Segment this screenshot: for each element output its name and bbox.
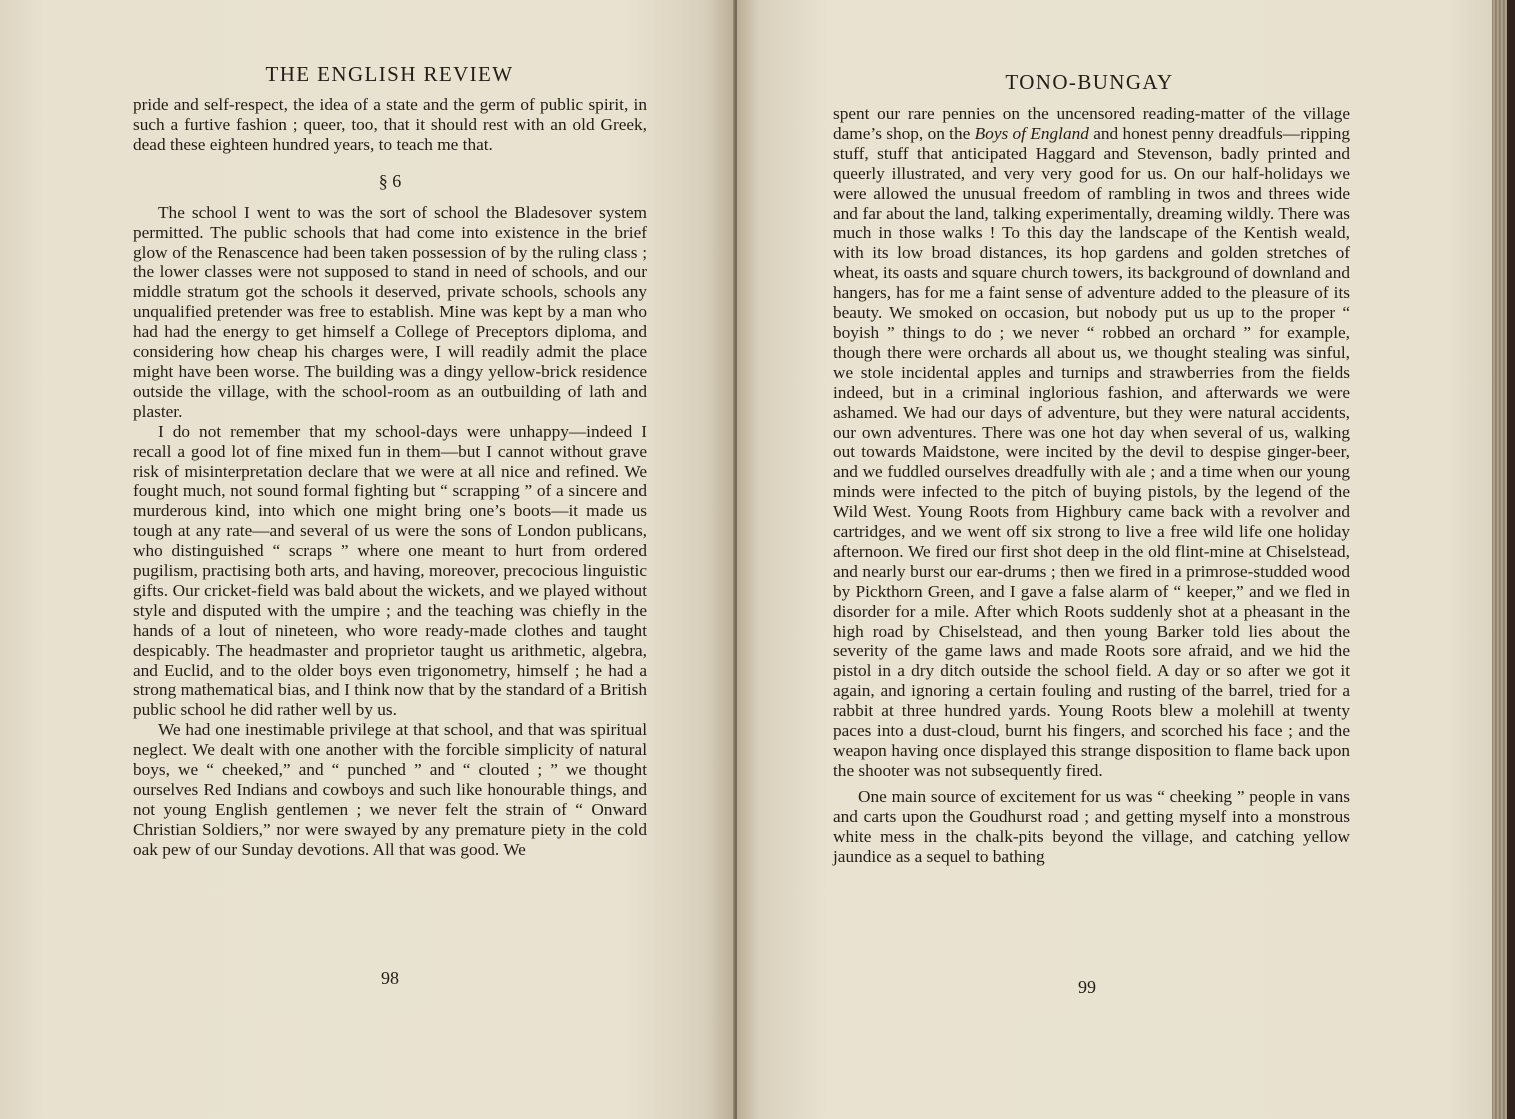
right-text-block xyxy=(833,104,1350,866)
page-edges xyxy=(1492,0,1515,1119)
left-page xyxy=(0,0,735,1119)
left-paragraph-continued: pride and self-respect, the idea of a state and the germ of public spirit, in such a furtive fashion ; queer, too, that it should rest with an old Greek, dead these eighteen hundred years, to teach me that. xyxy=(133,95,647,154)
section-mark: § 6 xyxy=(378,170,402,191)
right-paragraph-text: spent our rare pennies on the uncensored reading-matter of the village dame’s shop, on the xyxy=(833,104,1350,143)
right-paragraph: One main source of excitement for us was “ cheeking ” people in vans and carts upon the Goudhurst road ; and getting myself into a monstrous white mess in the chalk-pits beyond the village, and catching yellow jaundice as a sequel to bathing xyxy=(833,786,1350,866)
left-paragraph: I do not remember that my school-days were unhappy—indeed I recall a good lot of fine mixed fun in them—but I cannot without grave risk of misinterpretation declare that we were at all nice and refined. We fought much, not sound formal fighting but “ scrapping ” of a sincere and murderous kind, into which one might bring one’s boots—it made us tough at any rate—and several of us were the sons of London publicans, who distinguished “ scraps ” where one meant to hurt from ordered pugilism, practising both arts, and having, moreover, precocious linguistic gifts. Our cricket-field was bald about the wickets, and we played without style and disputed with the umpire ; and the teaching was chiefly in the hands of a lout of nineteen, who wore ready-made clothes and taught despicably. The headmaster and proprietor taught us arithmetic, algebra, and Euclid, and to the older boys even trigonometry, himself ; he had a strong mathematical bias, and I think now that by the standard of a British public school he did rather well by us. xyxy=(133,421,647,720)
right-page-number: 99 xyxy=(1078,977,1096,997)
italic-title: Boys of England xyxy=(974,123,1089,143)
left-running-head: THE ENGLISH REVIEW xyxy=(265,62,514,86)
left-page-number: 98 xyxy=(381,968,399,988)
left-paragraph: We had one inestimable privilege at that school, and that was spiritual neglect. We dealt with one another with the forcible simplicity of natural boys, we “ cheeked,” and “ punched ” and “ clouted ; ” we thought ourselves Red Indians and cowboys and such like honourable things, and not young English gentlemen ; we never felt the strain of “ Onward Christian Soldiers,” nor were swayed by any premature piety in the cold oak pew of our Sunday devotions. All that was good. We xyxy=(133,720,647,859)
right-running-head: TONO-BUNGAY xyxy=(1005,70,1174,94)
left-paragraph: The school I went to was the sort of school the Bladesover system permitted. The public schools that had come into existence in the brief glow of the Renascence had been taken possession of by the ruling class ; the lower classes were not supposed to stand in need of schools, and our middle stratum got the schools it deserved, private schools, schools any unqualified pretender was free to establish. Mine was kept by a man who had had the energy to get himself a College of Preceptors diploma, and considering how cheap his charges were, I will readily admit the place might have been worse. The building was a dingy yellow-brick residence outside the village, with the school-room as an outbuilding of lath and plaster. xyxy=(133,202,647,421)
left-text-block xyxy=(133,95,647,860)
right-paragraph-continued xyxy=(833,104,1350,781)
right-paragraph-text: and honest penny dreadfuls—ripping stuff, stuff that anticipated Haggard and Stevenson, badly printed and queerly illustrated, and very very good for us. On our half-holidays we were allowed the unusual freedom of rambling in twos and threes wide and far about the land, talking experimentally, dreaming wildly. There was much in those walks ! To this day the landscape of the Kentish weald, with its low broad distances, its hop gardens and golden stretches of wheat, its oasts and square church towers, its background of downland and hangers, has for me a faint sense of adventure added to the pleasure of its beauty. We smoked on occasion, but nobody put us up to the proper “ boyish ” things to do ; we never “ robbed an orchard ” for example, though there were orchards all about us, we thought stealing was sinful, we stole incidental apples and turnips and strawberries from the fields indeed, but in a criminal inglorious fashion, and afterwards we were ashamed. We had our days of adventure, but they were natural accidents, our own adventures. There was one hot day when several of us, walking out towards Maidstone, were incited by the devil to despise ginger-beer, and we fuddled ourselves dreadfully with ale ; and a time when our young minds were infected to the pitch of buying pistols, by the legend of the Wild West. Young Roots from Highbury came back with a revolver and cartridges, and we went off six strong to live a free wild life one holiday afternoon. We fired our first shot deep in the old flint-mine at Chiselstead, and nearly burst our ear-drums ; then we fired in a primrose-studded wood by Pickthorn Green, and I gave a false alarm of “ keeper,” and we fled in disorder for a mile. After which Roots suddenly shot at a pheasant in the high road by Chiselstead, and then young Barker told lies about the severity of the game laws and made Roots sore afraid, and we hid the pistol in a dry ditch outside the school field. A day or so after we got it again, and ignoring a certain fouling and rusting of the barrel, tried for a rabbit at three hundred yards. Young Roots blew a molehill at twenty paces into a dust-cloud, burnt his fingers, and scorched his face ; and the weapon having once displayed this strange disposition to flame back upon the shooter was not subsequently fired. xyxy=(833,123,1350,780)
right-page xyxy=(737,0,1492,1119)
